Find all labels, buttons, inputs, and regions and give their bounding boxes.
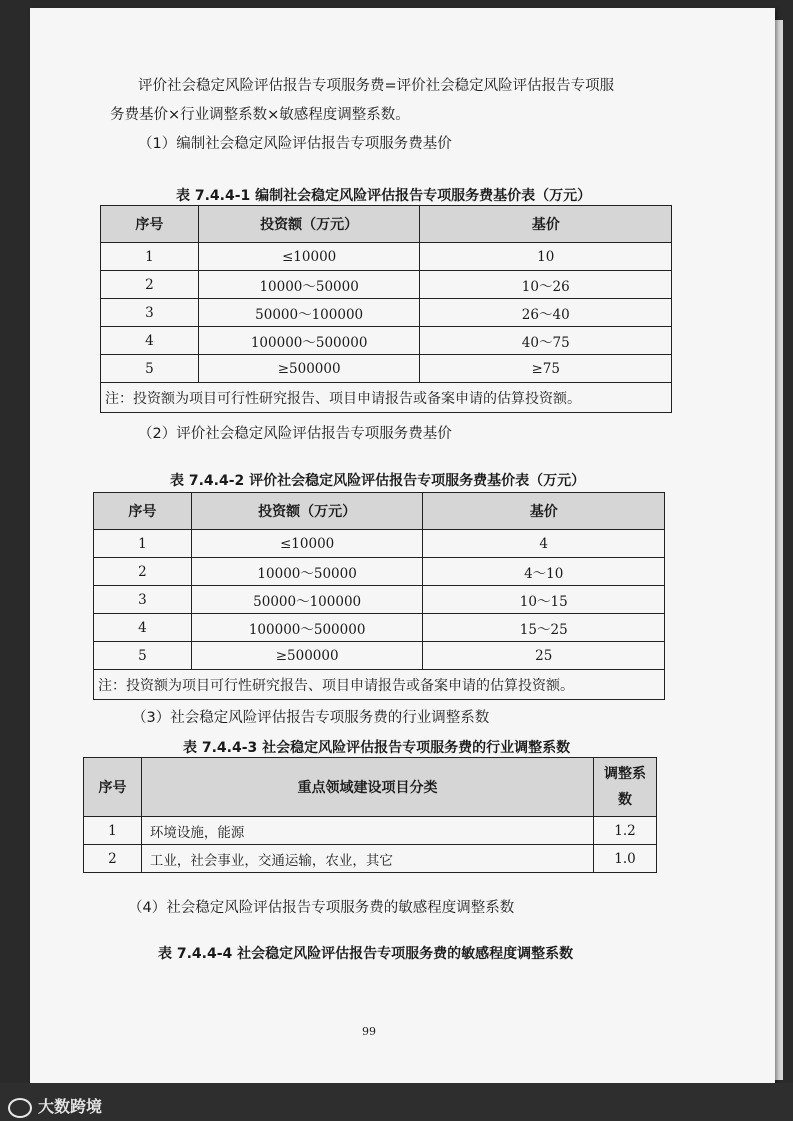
- page-edge: [775, 20, 783, 1080]
- table-3-caption: 表 7.4.4-3 社会稳定风险评估报告专项服务费的行业调整系数: [183, 740, 571, 756]
- table-cell: 10～15: [423, 586, 665, 614]
- table-cell: 2: [84, 845, 142, 873]
- table-1-header-base-price: 基价: [420, 206, 672, 243]
- table-3-header-coefficient-line-2: 数: [618, 792, 633, 808]
- table-1: [100, 205, 672, 413]
- table-cell: 1: [84, 817, 142, 845]
- table-cell: 10000～50000: [191, 558, 423, 586]
- table-cell: 5: [94, 642, 192, 670]
- watermark-logo-icon: [8, 1098, 32, 1118]
- table-cell: 3: [94, 586, 192, 614]
- table-cell: ≤10000: [191, 530, 423, 558]
- table-3-header-coefficient: [594, 758, 657, 817]
- table-cell: 10: [420, 243, 672, 271]
- table-row: [94, 586, 665, 614]
- table-row: [101, 355, 672, 383]
- table-cell: 4: [101, 327, 199, 355]
- table-row: [101, 243, 672, 271]
- table-2-header-base-price: 基价: [423, 493, 665, 530]
- table-cell: 40～75: [420, 327, 672, 355]
- table-cell: ≤10000: [198, 243, 420, 271]
- table-4-caption: 表 7.4.4-4 社会稳定风险评估报告专项服务费的敏感程度调整系数: [158, 946, 574, 962]
- table-2-caption: 表 7.4.4-2 评价社会稳定风险评估报告专项服务费基价表（万元）: [170, 473, 586, 489]
- table-2-header-investment: 投资额（万元）: [191, 493, 423, 530]
- table-cell: 5: [101, 355, 199, 383]
- table-row: [84, 845, 657, 873]
- table-row: [84, 817, 657, 845]
- bottom-band: [0, 1083, 793, 1121]
- section-2-heading: （2）评价社会稳定风险评估报告专项服务费基价: [138, 426, 452, 442]
- page-number: 99: [362, 1025, 376, 1038]
- table-1-header-index: 序号: [101, 206, 199, 243]
- table-2: [93, 492, 665, 700]
- table-1-header-investment: 投资额（万元）: [198, 206, 420, 243]
- table-row: [94, 614, 665, 642]
- table-cell: ≥75: [420, 355, 672, 383]
- table-cell: 2: [94, 558, 192, 586]
- table-row: [94, 642, 665, 670]
- section-1-heading: （1）编制社会稳定风险评估报告专项服务费基价: [138, 136, 452, 152]
- table-1-caption: 表 7.4.4-1 编制社会稳定风险评估报告专项服务费基价表（万元）: [176, 188, 592, 204]
- table-cell: 1.0: [594, 845, 657, 873]
- table-row: [94, 558, 665, 586]
- table-3-header-index: 序号: [84, 758, 142, 817]
- table-cell: 10000～50000: [198, 271, 420, 299]
- table-cell: 1: [94, 530, 192, 558]
- table-1-note: 注：投资额为项目可行性研究报告、项目申请报告或备案申请的估算投资额。: [101, 383, 672, 413]
- table-3-header-coefficient-line-1: 调整系: [604, 766, 647, 782]
- table-cell: 3: [101, 299, 199, 327]
- table-cell: 100000～500000: [198, 327, 420, 355]
- table-3: [83, 757, 657, 873]
- table-cell: 1: [101, 243, 199, 271]
- table-row: [101, 299, 672, 327]
- table-cell: 4: [423, 530, 665, 558]
- table-cell: 50000～100000: [191, 586, 423, 614]
- table-cell: ≥500000: [191, 642, 423, 670]
- table-2-header-index: 序号: [94, 493, 192, 530]
- table-cell: 15～25: [423, 614, 665, 642]
- table-cell: 环境设施，能源: [141, 817, 593, 845]
- table-cell: 4: [94, 614, 192, 642]
- watermark: [8, 1094, 102, 1118]
- table-cell: 1.2: [594, 817, 657, 845]
- table-row: [101, 327, 672, 355]
- section-4-heading: （4）社会稳定风险评估报告专项服务费的敏感程度调整系数: [128, 900, 515, 916]
- table-cell: ≥500000: [198, 355, 420, 383]
- intro-line-1: 评价社会稳定风险评估报告专项服务费=评价社会稳定风险评估报告专项服: [138, 78, 615, 94]
- table-3-header-category: 重点领域建设项目分类: [141, 758, 593, 817]
- table-cell: 2: [101, 271, 199, 299]
- table-row: [94, 530, 665, 558]
- table-cell: 100000～500000: [191, 614, 423, 642]
- table-cell: 50000～100000: [198, 299, 420, 327]
- table-cell: 25: [423, 642, 665, 670]
- table-cell: 26～40: [420, 299, 672, 327]
- table-cell: 工业，社会事业，交通运输，农业，其它: [141, 845, 593, 873]
- table-cell: 4～10: [423, 558, 665, 586]
- table-cell: 10～26: [420, 271, 672, 299]
- watermark-text: 大数跨境: [38, 1097, 103, 1116]
- table-2-note: 注：投资额为项目可行性研究报告、项目申请报告或备案申请的估算投资额。: [94, 670, 665, 700]
- section-3-heading: （3）社会稳定风险评估报告专项服务费的行业调整系数: [132, 710, 490, 726]
- table-row: [101, 271, 672, 299]
- intro-line-2: 务费基价×行业调整系数×敏感程度调整系数。: [110, 107, 410, 123]
